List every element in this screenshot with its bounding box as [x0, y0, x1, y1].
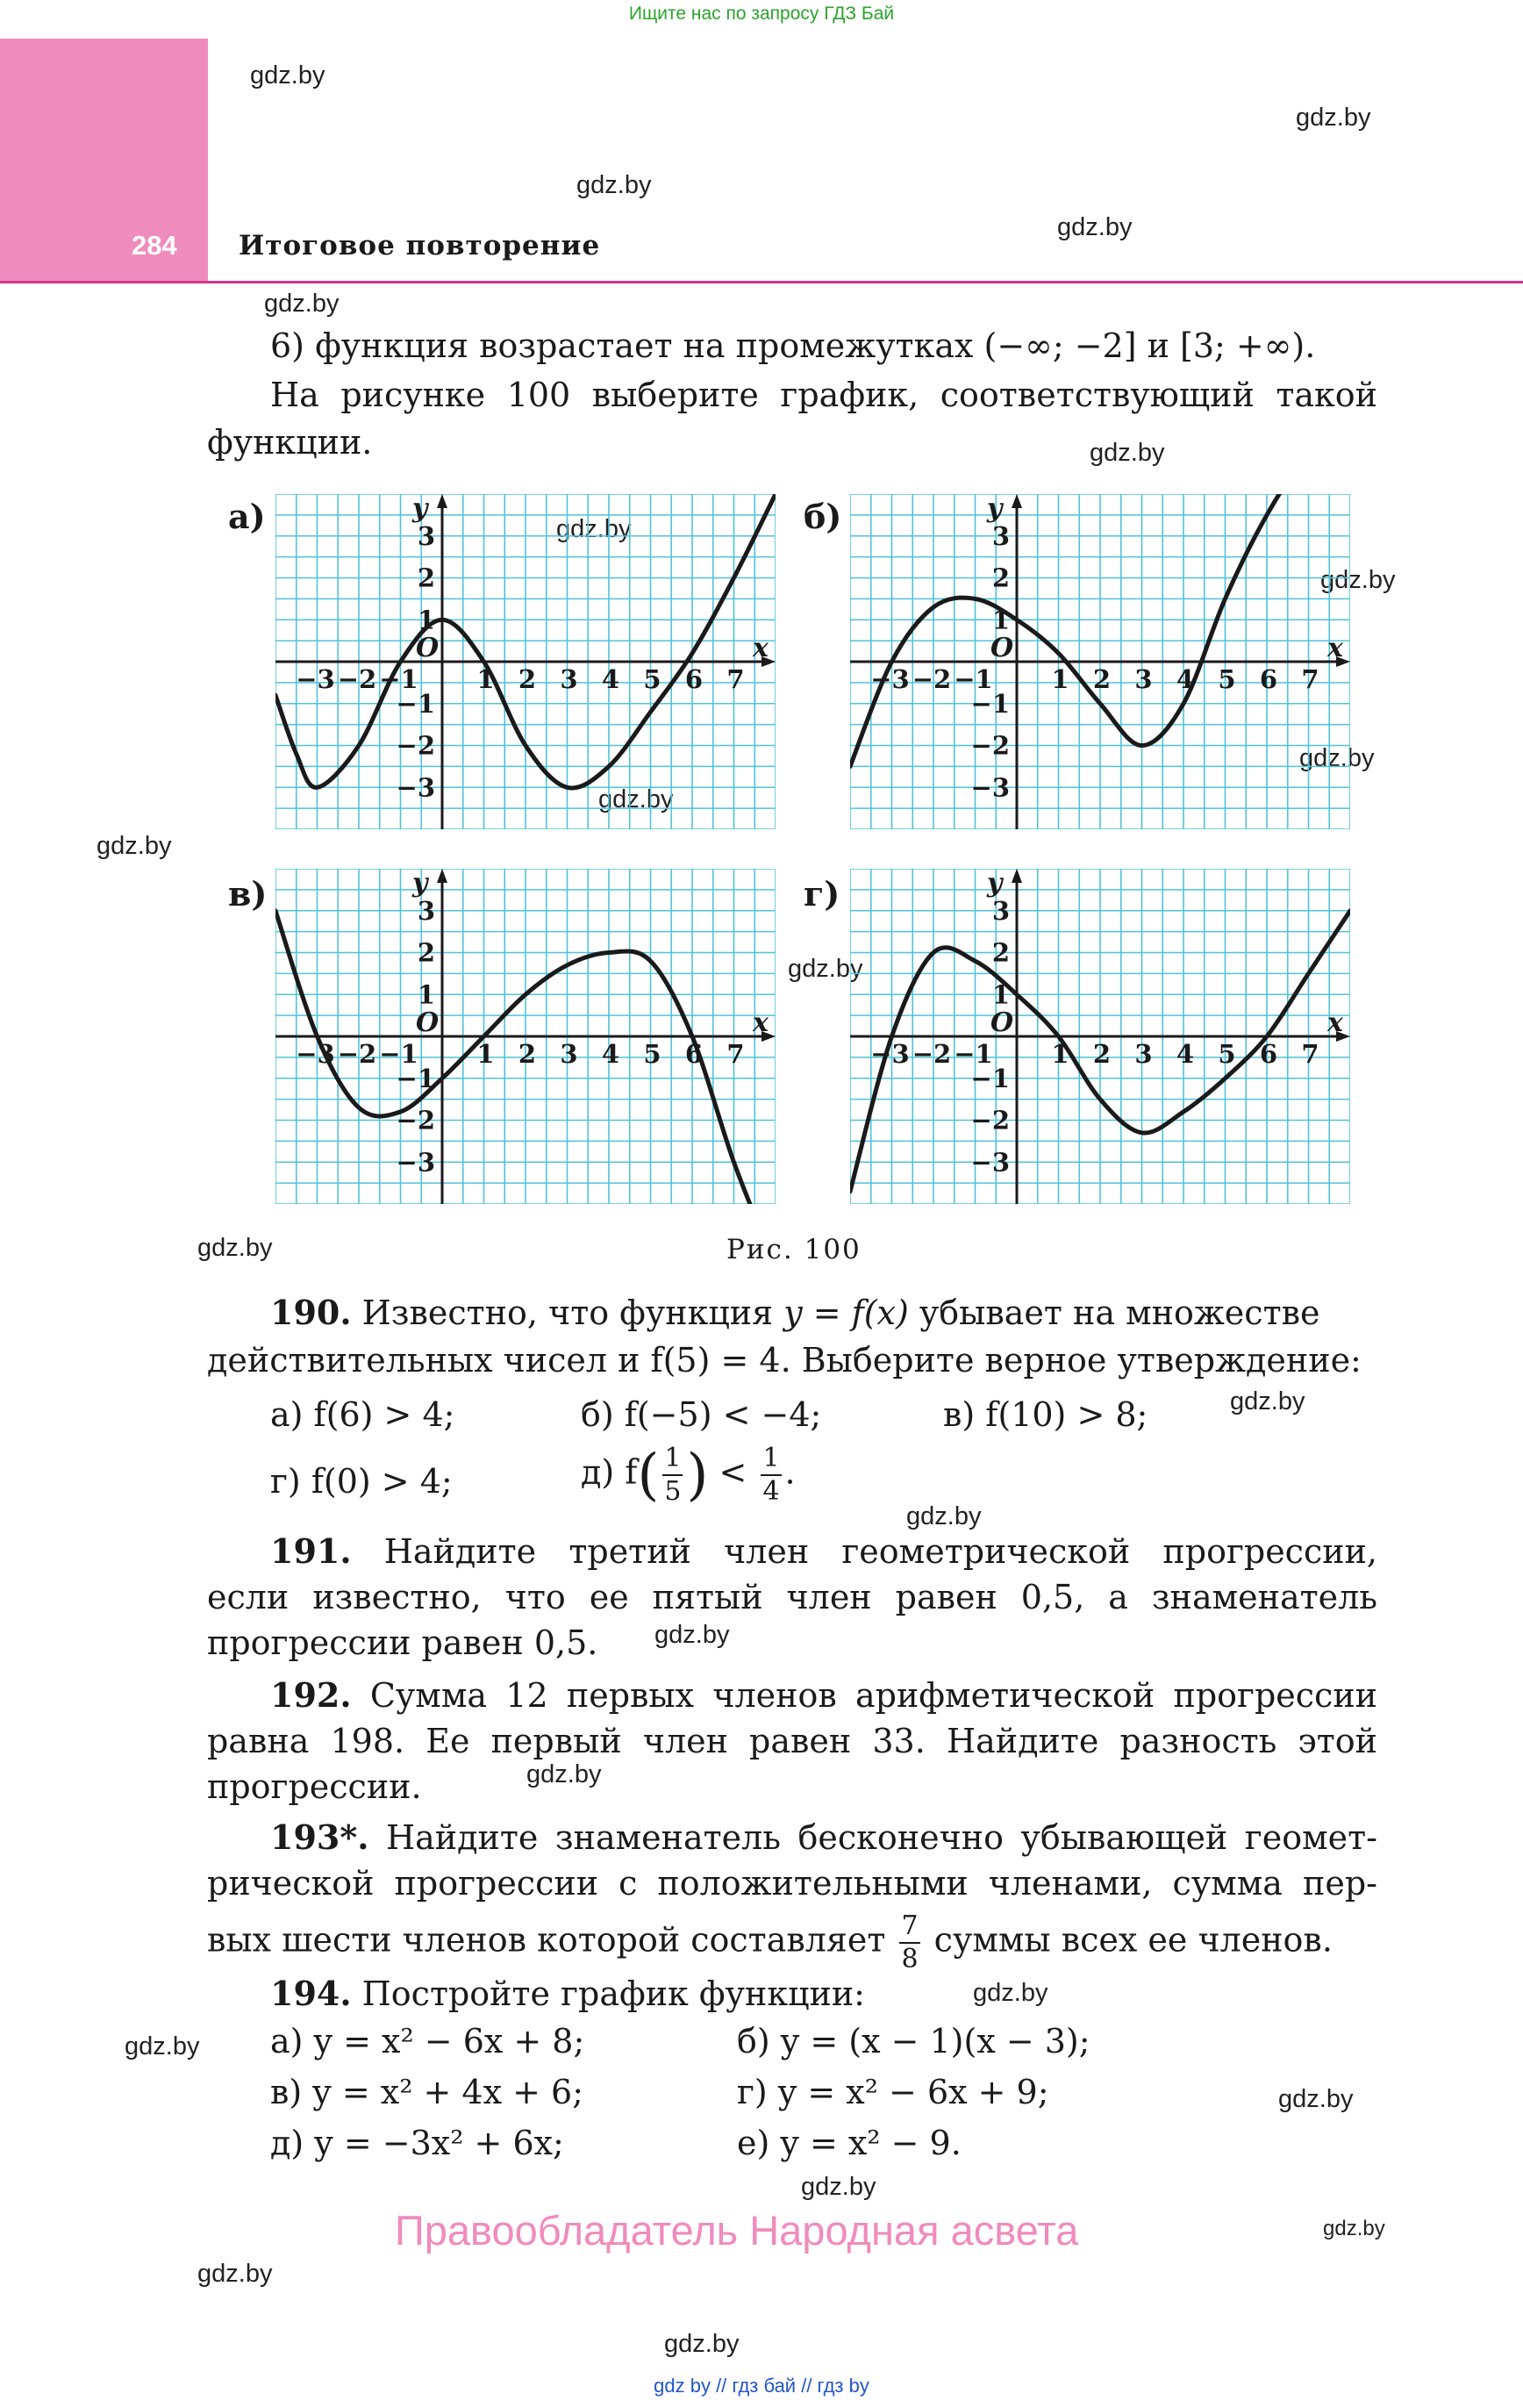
y-tick-label: −1 [970, 688, 1010, 719]
x-tick-label: 7 [726, 664, 745, 694]
intro-line-1: 6) функция возрастает на промежутках (−∞; −2] и [3; +∞). [270, 326, 1316, 365]
option-194-f: е) y = x² − 9. [737, 2124, 962, 2162]
page-number: 284 [132, 230, 177, 261]
x-tick-label: 4 [601, 664, 620, 694]
copyright-footer: Правообладатель Народная асвета [395, 2207, 1079, 2254]
watermark: gdz.by [1323, 2217, 1385, 2240]
exercise-191-line-3: прогрессии равен 0,5. [207, 1623, 598, 1662]
origin-label: O [416, 633, 440, 663]
watermark: gdz.by [197, 1234, 273, 1262]
y-tick-label: −3 [396, 1147, 435, 1178]
x-tick-label: 1 [1051, 664, 1069, 694]
figure-caption: Рис. 100 [726, 1234, 862, 1265]
watermark: gdz.by [973, 1979, 1048, 2007]
y-tick-label: 3 [417, 520, 435, 551]
x-tick-label: 7 [1301, 664, 1319, 694]
x-tick-label: 4 [601, 1039, 620, 1069]
x-tick-label: 2 [1092, 664, 1112, 694]
y-tick-label: −3 [970, 772, 1010, 803]
y-axis-label: y [987, 869, 1003, 899]
x-tick-label: 6 [684, 664, 704, 694]
x-axis-label: x [753, 633, 769, 663]
fraction [662, 1445, 683, 1505]
y-tick-label: 3 [991, 520, 1010, 551]
x-tick-label: −1 [379, 664, 418, 694]
math: y = f(x) [783, 1294, 909, 1332]
x-tick-label: 1 [1051, 1039, 1069, 1069]
x-tick-label: 7 [1301, 1039, 1319, 1069]
text: убывает на множестве [919, 1294, 1320, 1332]
watermark: gdz.by [1090, 439, 1165, 467]
paren: ) [686, 1443, 709, 1508]
x-tick-label: 3 [1134, 1039, 1153, 1069]
watermark: gdz.by [906, 1502, 982, 1530]
y-axis-label: y [412, 494, 428, 524]
panel-label-c: в) [228, 874, 268, 914]
watermark: gdz.by [1278, 2085, 1354, 2113]
x-tick-label: 2 [518, 1039, 537, 1069]
watermark: gdz.by [526, 1760, 602, 1788]
x-tick-label: 3 [1134, 664, 1153, 694]
x-tick-label: −3 [870, 664, 910, 694]
x-tick-label: 5 [1218, 664, 1236, 694]
intro-line-3: функции. [207, 423, 373, 462]
x-tick-label: −2 [912, 664, 952, 694]
x-tick-label: 6 [1259, 1039, 1278, 1069]
y-tick-label: −2 [970, 730, 1010, 761]
text: вых шести членов которой составляет [207, 1920, 886, 1960]
exercise-192-line-3: прогрессии. [207, 1767, 422, 1806]
x-tick-label: −2 [337, 1039, 377, 1069]
watermark: gdz.by [197, 2260, 273, 2288]
option-190-d: г) f(0) > 4; [270, 1462, 453, 1501]
x-tick-label: −2 [912, 1039, 952, 1069]
watermark: gdz.by [264, 290, 340, 318]
watermark: gdz.by [801, 2173, 876, 2201]
option-190-c: в) f(10) > 8; [943, 1395, 1148, 1434]
option-194-e: д) y = −3x² + 6x; [270, 2124, 564, 2162]
y-tick-label: −3 [396, 772, 435, 803]
y-tick-label: 1 [991, 979, 1010, 1010]
y-axis-label: y [412, 869, 428, 899]
option-194-b: б) y = (x − 1)(x − 3); [737, 2022, 1090, 2060]
text: < [719, 1452, 747, 1492]
numerator: 7 [899, 1913, 919, 1944]
exercise-193-line-1 [270, 1815, 1377, 1860]
denominator: 8 [901, 1944, 919, 1974]
exercise-193-line-3 [207, 1910, 1333, 1974]
watermark: gdz.by [556, 515, 632, 543]
y-tick-label: −3 [970, 1147, 1010, 1178]
graph-b [850, 494, 1350, 829]
origin-label: O [990, 633, 1014, 663]
text: Постройте график функции: [361, 1974, 865, 2013]
x-tick-label: 2 [518, 664, 537, 694]
option-194-d: г) y = x² − 6x + 9; [737, 2073, 1049, 2111]
y-tick-label: 2 [417, 563, 435, 593]
watermark: gdz.by [598, 785, 674, 813]
watermark: gdz.by [1296, 104, 1371, 132]
top-note: Ищите нас по запросу ГДЗ Бай [628, 4, 895, 24]
text: Сумма 12 первых членов арифметической прогрессии [369, 1676, 1377, 1715]
watermark: gdz.by [97, 832, 172, 860]
section-title: Итоговое повторение [239, 230, 601, 262]
denominator: 4 [762, 1476, 780, 1507]
x-axis-label: x [1327, 1007, 1343, 1038]
intro-line-2: На рисунке 100 выберите график, соответствующий такой [270, 376, 1377, 414]
option-190-b: б) f(−5) < −4; [581, 1395, 822, 1434]
y-tick-label: 3 [991, 895, 1010, 926]
y-axis-arrow [437, 869, 447, 883]
x-tick-label: 6 [684, 1039, 704, 1069]
origin-label: O [990, 1007, 1014, 1038]
x-tick-label: −1 [954, 664, 993, 694]
option-190-e [581, 1443, 796, 1508]
watermark: gdz.by [250, 61, 325, 90]
exercise-194-title [270, 1971, 865, 2017]
exercise-190-line-1 [270, 1290, 1319, 1336]
x-tick-label: 4 [1176, 1039, 1195, 1069]
watermark: gdz.by [654, 1621, 730, 1649]
y-tick-label: 2 [991, 563, 1010, 593]
watermark: gdz.by [1057, 213, 1133, 241]
graph-c [275, 869, 776, 1204]
x-axis-label: x [753, 1007, 769, 1038]
x-axis-label: x [1327, 633, 1343, 663]
exercise-number: 194. [270, 1974, 352, 2013]
y-axis-arrow [1012, 869, 1022, 883]
x-tick-label: 2 [1092, 1039, 1112, 1069]
numerator: 1 [761, 1445, 781, 1476]
y-axis-label: y [987, 494, 1003, 524]
watermark: gdz.by [125, 2032, 200, 2060]
y-tick-label: −1 [396, 1063, 435, 1093]
y-tick-label: 1 [417, 605, 435, 635]
option-194-a: а) y = x² − 6x + 8; [270, 2022, 585, 2060]
x-tick-label: −3 [296, 664, 335, 694]
y-tick-label: −2 [396, 1105, 435, 1136]
x-tick-label: −1 [379, 1039, 418, 1069]
y-axis-arrow [437, 494, 447, 508]
exercise-192-line-2: равна 198. Ее первый член равен 33. Найдите разность этой [207, 1722, 1377, 1760]
text: Найдите знаменатель бесконечно убывающей геомет- [386, 1818, 1377, 1857]
y-tick-label: −1 [396, 688, 435, 719]
paren: ( [637, 1443, 660, 1508]
panel-label-d: г) [804, 874, 840, 914]
bottom-note: gdz by // гдз бай // гдз by [654, 2375, 869, 2397]
exercise-number: 193*. [270, 1817, 369, 1857]
watermark: gdz.by [1299, 744, 1375, 772]
fraction [761, 1445, 781, 1505]
fraction [899, 1910, 919, 1974]
text: Найдите третий член геометрической прогрессии, [383, 1532, 1377, 1571]
exercise-193-line-2: рической прогрессии с положительными членами, сумма пер- [207, 1864, 1377, 1903]
y-tick-label: −2 [396, 730, 435, 761]
y-tick-label: 2 [991, 937, 1010, 968]
text: . [784, 1452, 796, 1492]
watermark: gdz.by [576, 171, 652, 199]
text: суммы всех ее членов. [933, 1920, 1333, 1960]
option-190-a: а) f(6) > 4; [270, 1395, 455, 1434]
watermark: gdz.by [1230, 1387, 1305, 1415]
exercise-191-line-2: если известно, что ее пятый член равен 0,5, а знаменатель [207, 1578, 1377, 1616]
y-tick-label: 3 [417, 895, 435, 926]
x-tick-label: 3 [560, 1039, 578, 1069]
x-tick-label: 7 [726, 1039, 745, 1069]
text: Известно, что функция [361, 1294, 774, 1332]
x-tick-label: −2 [337, 664, 377, 694]
x-tick-label: 5 [643, 1039, 661, 1069]
x-tick-label: 1 [476, 664, 495, 694]
numerator: 1 [662, 1445, 683, 1476]
graph-a [275, 494, 776, 829]
watermark: gdz.by [664, 2330, 740, 2358]
y-tick-label: 1 [991, 605, 1010, 635]
x-tick-label: −3 [870, 1039, 910, 1069]
text: д) f [581, 1452, 638, 1492]
x-tick-label: 4 [1176, 664, 1195, 694]
y-tick-label: −1 [970, 1063, 1010, 1093]
panel-label-b: б) [804, 497, 842, 536]
y-tick-label: 2 [417, 937, 435, 968]
watermark: gdz.by [1320, 566, 1396, 594]
exercise-191-line-1 [270, 1529, 1377, 1574]
header-rule [0, 281, 1523, 283]
exercise-number: 190. [270, 1293, 352, 1332]
watermark: gdz.by [788, 955, 863, 983]
exercise-192-line-1 [270, 1673, 1377, 1718]
y-axis-arrow [1012, 494, 1022, 508]
y-tick-label: −2 [970, 1105, 1010, 1136]
exercise-number: 191. [270, 1531, 352, 1571]
x-tick-label: −1 [954, 1039, 993, 1069]
panel-label-a: а) [228, 497, 266, 536]
y-tick-label: 1 [417, 979, 435, 1010]
graph-d [850, 869, 1350, 1204]
x-tick-label: 1 [476, 1039, 495, 1069]
exercise-190-line-2: действительных чисел и f(5) = 4. Выберите верное утверждение: [207, 1341, 1362, 1380]
x-tick-label: 6 [1259, 664, 1278, 694]
x-tick-label: −3 [296, 1039, 335, 1069]
denominator: 5 [664, 1476, 682, 1507]
exercise-number: 192. [270, 1675, 352, 1715]
x-tick-label: 5 [643, 664, 661, 694]
x-tick-label: 5 [1218, 1039, 1236, 1069]
x-tick-label: 3 [560, 664, 578, 694]
option-194-c: в) y = x² + 4x + 6; [270, 2073, 584, 2111]
origin-label: O [416, 1007, 440, 1038]
